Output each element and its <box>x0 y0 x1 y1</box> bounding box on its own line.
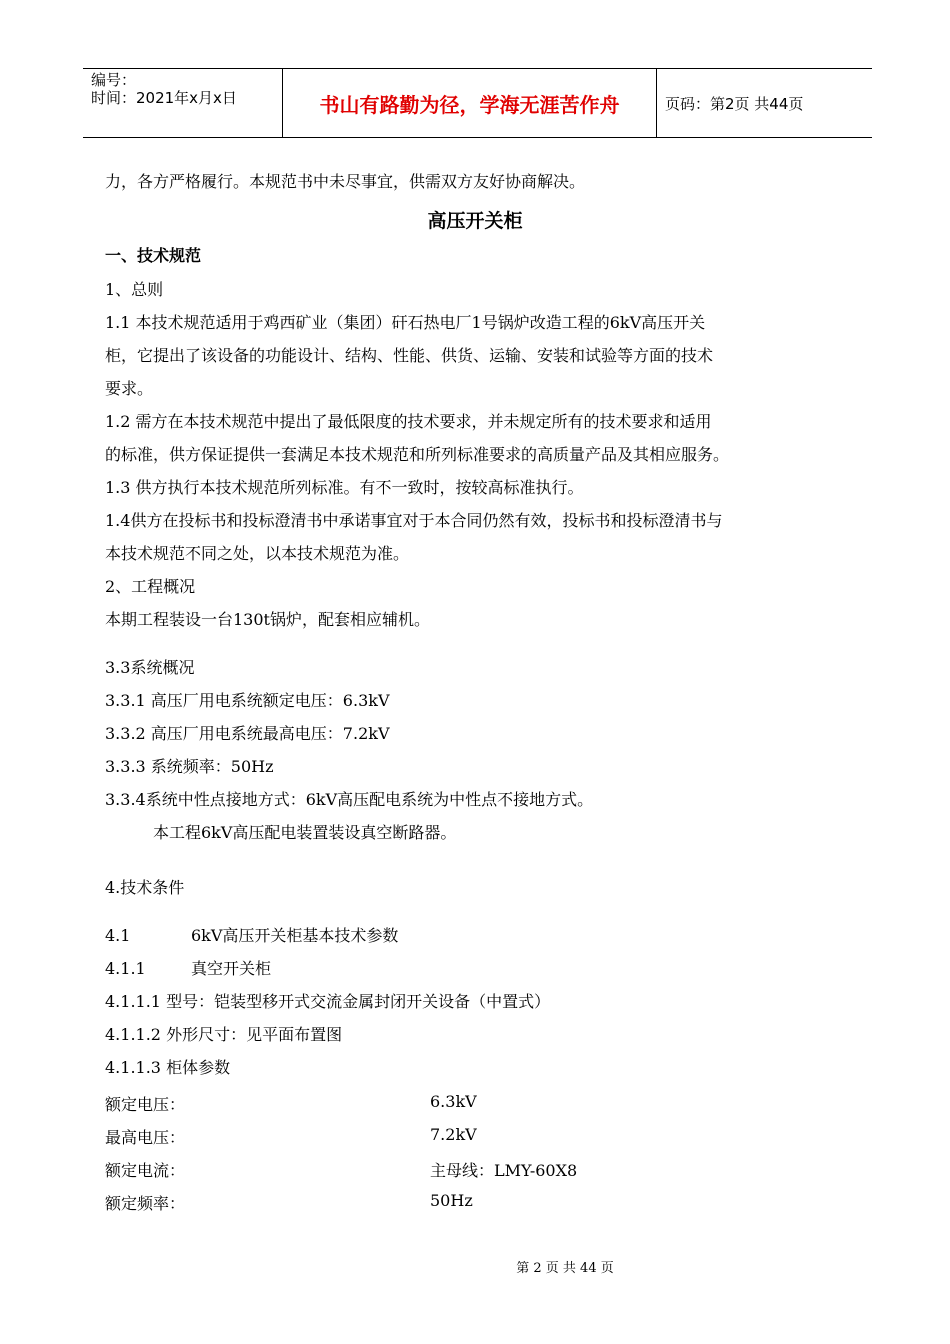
param-value: 50Hz <box>430 1191 473 1210</box>
paragraph-line: 3.3.4系统中性点接地方式：6kV高压配电系统为中性点不接地方式。 <box>105 790 594 809</box>
heading-number: 4.1 <box>105 926 131 945</box>
paragraph-line: 本工程6kV高压配电装置装设真空断路器。 <box>153 823 457 842</box>
paragraph-line: 3.3.3 系统频率：50Hz <box>105 757 274 776</box>
document-title: 高压开关柜 <box>427 210 523 232</box>
paragraph-line: 柜，它提出了该设备的功能设计、结构、性能、供货、运输、安装和试验等方面的技术 <box>105 346 714 365</box>
param-label: 最高电压： <box>105 1128 186 1147</box>
section-heading: 一、技术规范 <box>105 246 202 265</box>
param-value: 7.2kV <box>430 1125 477 1144</box>
heading-text: 6kV高压开关柜基本技术参数 <box>191 926 399 945</box>
header-motto: 书山有路勤为径，学海无涯苦作舟 <box>283 69 657 137</box>
subsection-heading: 2、工程概况 <box>105 577 196 596</box>
heading-number: 4.1.1 <box>105 959 146 978</box>
subsection-heading: 4.技术条件 <box>105 878 185 897</box>
paragraph-line: 要求。 <box>105 379 154 398</box>
paragraph-line: 1.3 供方执行本技术规范所列标准。有不一致时，按较高标准执行。 <box>105 478 584 497</box>
paragraph-line: 4.1.1.3 柜体参数 <box>105 1058 231 1077</box>
header-meta <box>83 69 283 137</box>
param-value: 主母线：LMY-60X8 <box>430 1161 578 1180</box>
paragraph-line: 1.1 本技术规范适用于鸡西矿业（集团）矸石热电厂1号锅炉改造工程的6kV高压开关 <box>105 313 706 332</box>
subsection-heading: 1、总则 <box>105 280 164 299</box>
subsection-heading: 3.3系统概况 <box>105 658 195 677</box>
intro-line: 力，各方严格履行。本规范书中未尽事宜，供需双方友好协商解决。 <box>105 172 586 191</box>
time-label: 时间：2021年x月x日 <box>91 89 237 107</box>
paragraph-line: 3.3.1 高压厂用电系统额定电压：6.3kV <box>105 691 390 710</box>
paragraph-line: 1.4供方在投标书和投标澄清书中承诺事宜对于本合同仍然有效，投标书和投标澄清书与 <box>105 511 723 530</box>
paragraph-line: 本技术规范不同之处，以本技术规范为准。 <box>105 544 410 563</box>
param-value: 6.3kV <box>430 1092 477 1111</box>
heading-text: 真空开关柜 <box>191 959 272 978</box>
paragraph-line: 3.3.2 高压厂用电系统最高电压：7.2kV <box>105 724 390 743</box>
paragraph-line: 的标准，供方保证提供一套满足本技术规范和所列标准要求的高质量产品及其相应服务。 <box>105 445 730 464</box>
page-header <box>83 68 872 138</box>
subsection-heading <box>105 958 271 980</box>
paragraph-line: 4.1.1.2 外形尺寸：见平面布置图 <box>105 1025 343 1044</box>
param-label: 额定电流： <box>105 1161 186 1180</box>
param-label: 额定频率： <box>105 1194 186 1213</box>
paragraph-line: 1.2 需方在本技术规范中提出了最低限度的技术要求，并未规定所有的技术要求和适用 <box>105 412 712 431</box>
param-label: 额定电压： <box>105 1095 186 1114</box>
subsection-heading <box>105 925 398 947</box>
paragraph-line: 本期工程装设一台130t锅炉，配套相应辅机。 <box>105 610 430 629</box>
page-footer: 第 2 页 共 44 页 <box>516 1261 614 1276</box>
number-label: 编号： <box>91 71 137 89</box>
paragraph-line: 4.1.1.1 型号：铠装型移开式交流金属封闭开关设备（中置式） <box>105 992 551 1011</box>
header-page-info: 页码：第2页 共44页 <box>665 94 804 113</box>
